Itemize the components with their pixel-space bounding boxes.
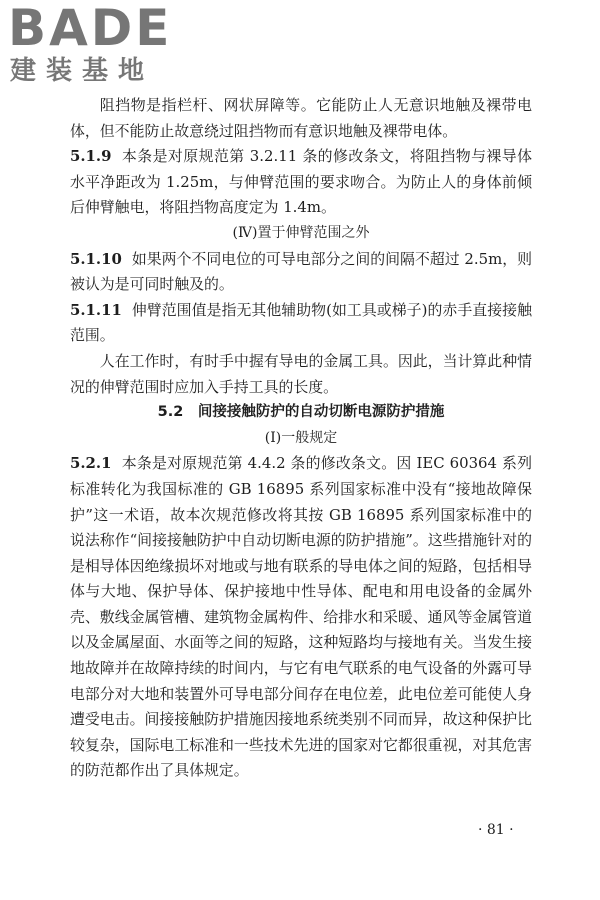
section-heading-5-2: 5.2 间接接触防护的自动切断电源防护措施	[157, 404, 445, 421]
clause-text: 本条是对原规范第 3.2.11 条的修改条文，将阻挡物与裸导体水平净距改为 1.25m，与伸臂范围的要求吻合。为防止人的身体前倾后伸臂触电，将阻挡物高度定为 1.4m。	[70, 147, 532, 217]
logo-subtitle: 建装基地	[10, 56, 155, 86]
clause-number: 5.1.9	[70, 147, 112, 166]
brand-logo	[8, 2, 183, 88]
clause-text: 如果两个不同电位的可导电部分之间的间隔不超过 2.5m，则被认为是可同时触及的。	[70, 249, 532, 294]
clause-text: 本条是对原规范第 4.4.2 条的修改条文。因 IEC 60364 系列标准转化为我国标准的 GB 16895 系列国家标准中没有“接地故障保护”这一术语，故本次规范修改将其按 GB 16895 系列国家标准中的说法称作“间接接触防护中自动切断电源的防护措施”。这些措施针对的是相导体因绝缘损坏对地或与地有联系的导电体之间的短路，包括相导体与大地、保护导体、保护接地中性导体、配电和用电设备的金属外壳、敷线金属管槽、建筑物金属构件、给排水和采暖、通风等金属管道以及金属屋面、水面等之间的短路，这种短路均与接地有关。当发生接地故障并在故障持续的时间内，与它有电气联系的电气设备的外露可导电部分对大地和装置外可导电部分间存在电位差，此电位差可能使人身遭受电击。间接接触防护措施因接地系统类别不同而异，故这种保护比较复杂，国际电工标准和一些技术先进的国家对它都很重视，对其危害的防范都作出了具体规定。	[70, 454, 532, 780]
paragraph-hand-tools: 人在工作时，有时手中握有导电的金属工具。因此，当计算此种情况的伸臂范围时应加入手持工具的长度。	[70, 351, 532, 396]
clause-text: 伸臂范围值是指无其他辅助物(如工具或梯子)的赤手直接接触范围。	[70, 300, 532, 345]
clause-5-1-10	[70, 247, 532, 298]
page-number: · 81 ·	[478, 822, 514, 838]
page-body	[70, 93, 532, 784]
paragraph-barrier-definition: 阻挡物是指栏杆、网状屏障等。它能防止人无意识地触及裸带电体，但不能防止故意绕过阻挡物而有意识地触及裸带电体。	[70, 96, 532, 140]
clause-number: 5.1.10	[70, 249, 122, 268]
clause-5-2-1	[70, 451, 532, 784]
subheading-general-rules: (Ⅰ)一般规定	[264, 429, 338, 446]
subheading-arm-reach: (Ⅳ)置于伸臂范围之外	[232, 224, 370, 241]
clause-number: 5.2.1	[70, 454, 112, 473]
clause-5-1-9	[70, 144, 532, 221]
logo-wordmark: BADE	[8, 0, 173, 57]
clause-number: 5.1.11	[70, 300, 122, 319]
clause-5-1-11	[70, 298, 532, 349]
